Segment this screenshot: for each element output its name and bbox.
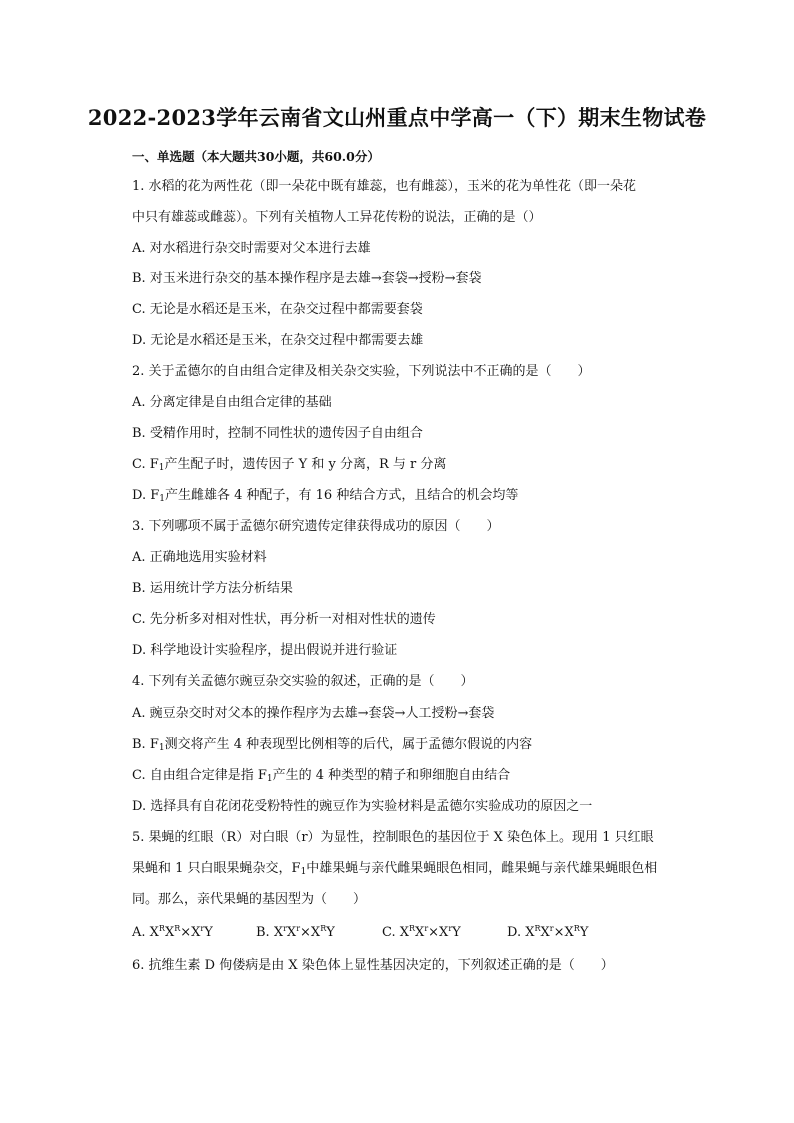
q5-option-a-label: A. [132, 925, 150, 940]
q5-c-sup3: r [448, 924, 453, 933]
q5-option-d-label: D. [507, 925, 526, 940]
q5-d-sup3: R [573, 924, 580, 933]
q5-a-y: Y [204, 925, 213, 940]
q5-option-b-label: B. [256, 925, 274, 940]
q2-option-a: A. 分离定律是自由组合定律的基础 [132, 395, 332, 410]
q5-c-x2: X [415, 925, 425, 940]
q4-option-c [132, 767, 510, 785]
q3-option-d: D. 科学地设计实验程序，提出假说并进行验证 [132, 643, 398, 658]
exam-title: 2022-2023学年云南省文山州重点中学高一（下）期末生物试卷 [87, 105, 707, 130]
q4-option-c-sub: 1 [266, 774, 273, 784]
q2-option-d [132, 487, 518, 505]
q1-option-c: C. 无论是水稻还是玉米，在杂交过程中都需要套袋 [132, 302, 423, 317]
q5-a-sup3: r [200, 924, 205, 933]
q5-b-sup1: r [283, 924, 287, 933]
q5-stem-line3: 同。那么，亲代果蝇的基因型为（ ） [132, 892, 367, 907]
q5-b-times: × [300, 925, 311, 940]
q5-c-sup1: R [409, 924, 416, 933]
q3-stem: 3. 下列哪项不属于孟德尔研究遗传定律获得成功的原因（ ） [132, 519, 500, 534]
q5-option-c-label: C. [382, 925, 400, 940]
q5-d-y: Y [579, 925, 589, 940]
q3-option-a: A. 正确地选用实验材料 [132, 550, 267, 565]
q2-option-b: B. 受精作用时，控制不同性状的遗传因子自由组合 [132, 426, 423, 441]
q4-option-c-pre: C. 自由组合定律是指 F [132, 768, 267, 783]
q5-option-b [256, 924, 335, 942]
q5-a-x2: X [164, 925, 175, 940]
q5-option-d [507, 924, 588, 942]
q5-option-a [132, 924, 213, 942]
q1-stem-line2: 中只有雄蕊或雌蕊）。下列有关植物人工异花传粉的说法，正确的是（） [132, 210, 542, 225]
q5-c-times: × [428, 925, 440, 940]
q5-b-x1: X [273, 925, 284, 940]
q5-d-sup2: r [549, 924, 554, 933]
q5-stem-line2-sub: 1 [300, 867, 307, 877]
q5-d-x2: X [540, 925, 550, 940]
q2-option-c [132, 456, 446, 474]
q4-option-a: A. 豌豆杂交时对父本的操作程序为去雄→套袋→人工授粉→套袋 [132, 706, 495, 721]
q3-option-b: B. 运用统计学方法分析结果 [132, 581, 293, 596]
q4-option-b-pre: B. F [132, 737, 159, 752]
q5-option-c [382, 924, 461, 942]
q5-stem-line2-post: 中雄果蝇与亲代雌果蝇眼色相同，雌果蝇与亲代雄果蝇眼色相 [306, 861, 658, 876]
q2-option-c-post: 产生配子时，遗传因子 Y 和 y 分离，R 与 r 分离 [164, 457, 447, 472]
q5-c-y: Y [452, 925, 461, 940]
q4-stem: 4. 下列有关孟德尔豌豆杂交实验的叙述，正确的是（ ） [132, 674, 474, 689]
q5-b-sup3: R [320, 924, 327, 933]
q2-option-d-pre: D. F [132, 488, 160, 503]
q5-stem-line2 [132, 860, 657, 878]
q5-d-x1: X [525, 925, 535, 940]
q1-option-a: A. 对水稻进行杂交时需要对父本进行去雄 [132, 241, 371, 256]
q2-option-c-sub: 1 [158, 463, 165, 473]
q1-stem-line1: 1. 水稻的花为两性花（即一朵花中既有雄蕊，也有雌蕊），玉米的花为单性花（即一朵花 [132, 179, 637, 194]
q5-stem-line2-pre: 果蝇和 1 只白眼果蝇杂交，F [132, 861, 301, 876]
q1-option-d: D. 无论是水稻还是玉米，在杂交过程中都需要去雄 [132, 333, 424, 348]
q3-option-c: C. 先分析多对相对性状，再分析一对相对性状的遗传 [132, 612, 436, 627]
q5-options-row [132, 924, 632, 942]
q5-b-x2: X [286, 925, 297, 940]
q2-option-d-sub: 1 [159, 494, 165, 504]
q1-option-b: B. 对玉米进行杂交的基本操作程序是去雄→套袋→授粉→套袋 [132, 271, 482, 286]
q5-c-sup2: r [424, 924, 429, 933]
q5-stem-line1: 5. 果蝇的红眼（R）对白眼（r）为显性，控制眼色的基因位于 X 染色体上。现用 1 只红眼 [132, 830, 654, 845]
q5-a-x3: X [191, 925, 201, 940]
q5-c-x3: X [439, 925, 449, 940]
q5-a-times: × [180, 925, 192, 940]
q5-a-sup2: R [174, 924, 181, 933]
q5-a-x1: X [149, 925, 159, 940]
section-heading: 一、单选题（本大题共30小题，共60.0分） [132, 149, 380, 164]
q5-b-y: Y [326, 925, 335, 940]
q4-option-b-post: 测交将产生 4 种表现型比例相等的后代，属于孟德尔假说的内容 [164, 737, 533, 752]
q4-option-c-post: 产生的 4 种类型的精子和卵细胞自由结合 [272, 768, 511, 783]
q5-b-sup2: r [296, 924, 301, 933]
q4-option-b-sub: 1 [158, 743, 165, 753]
q5-b-x3: X [310, 925, 321, 940]
q2-option-c-pre: C. F [132, 457, 159, 472]
q5-a-sup1: R [158, 924, 165, 933]
q5-c-x1: X [399, 925, 410, 940]
q6-stem: 6. 抗维生素 D 佝偻病是由 X 染色体上显性基因决定的，下列叙述正确的是（ ） [132, 958, 614, 973]
q5-d-sup1: R [534, 924, 541, 933]
q5-d-times: × [553, 925, 565, 940]
q4-option-d: D. 选择具有自花闭花受粉特性的豌豆作为实验材料是孟德尔实验成功的原因之一 [132, 799, 593, 814]
q2-option-d-post: 产生雌雄各 4 种配子，有 16 种结合方式，且结合的机会均等 [164, 488, 519, 503]
q5-d-x3: X [564, 925, 574, 940]
q2-stem: 2. 关于孟德尔的自由组合定律及相关杂交实验，下列说法中不正确的是（ ） [132, 364, 591, 379]
q4-option-b [132, 736, 532, 754]
